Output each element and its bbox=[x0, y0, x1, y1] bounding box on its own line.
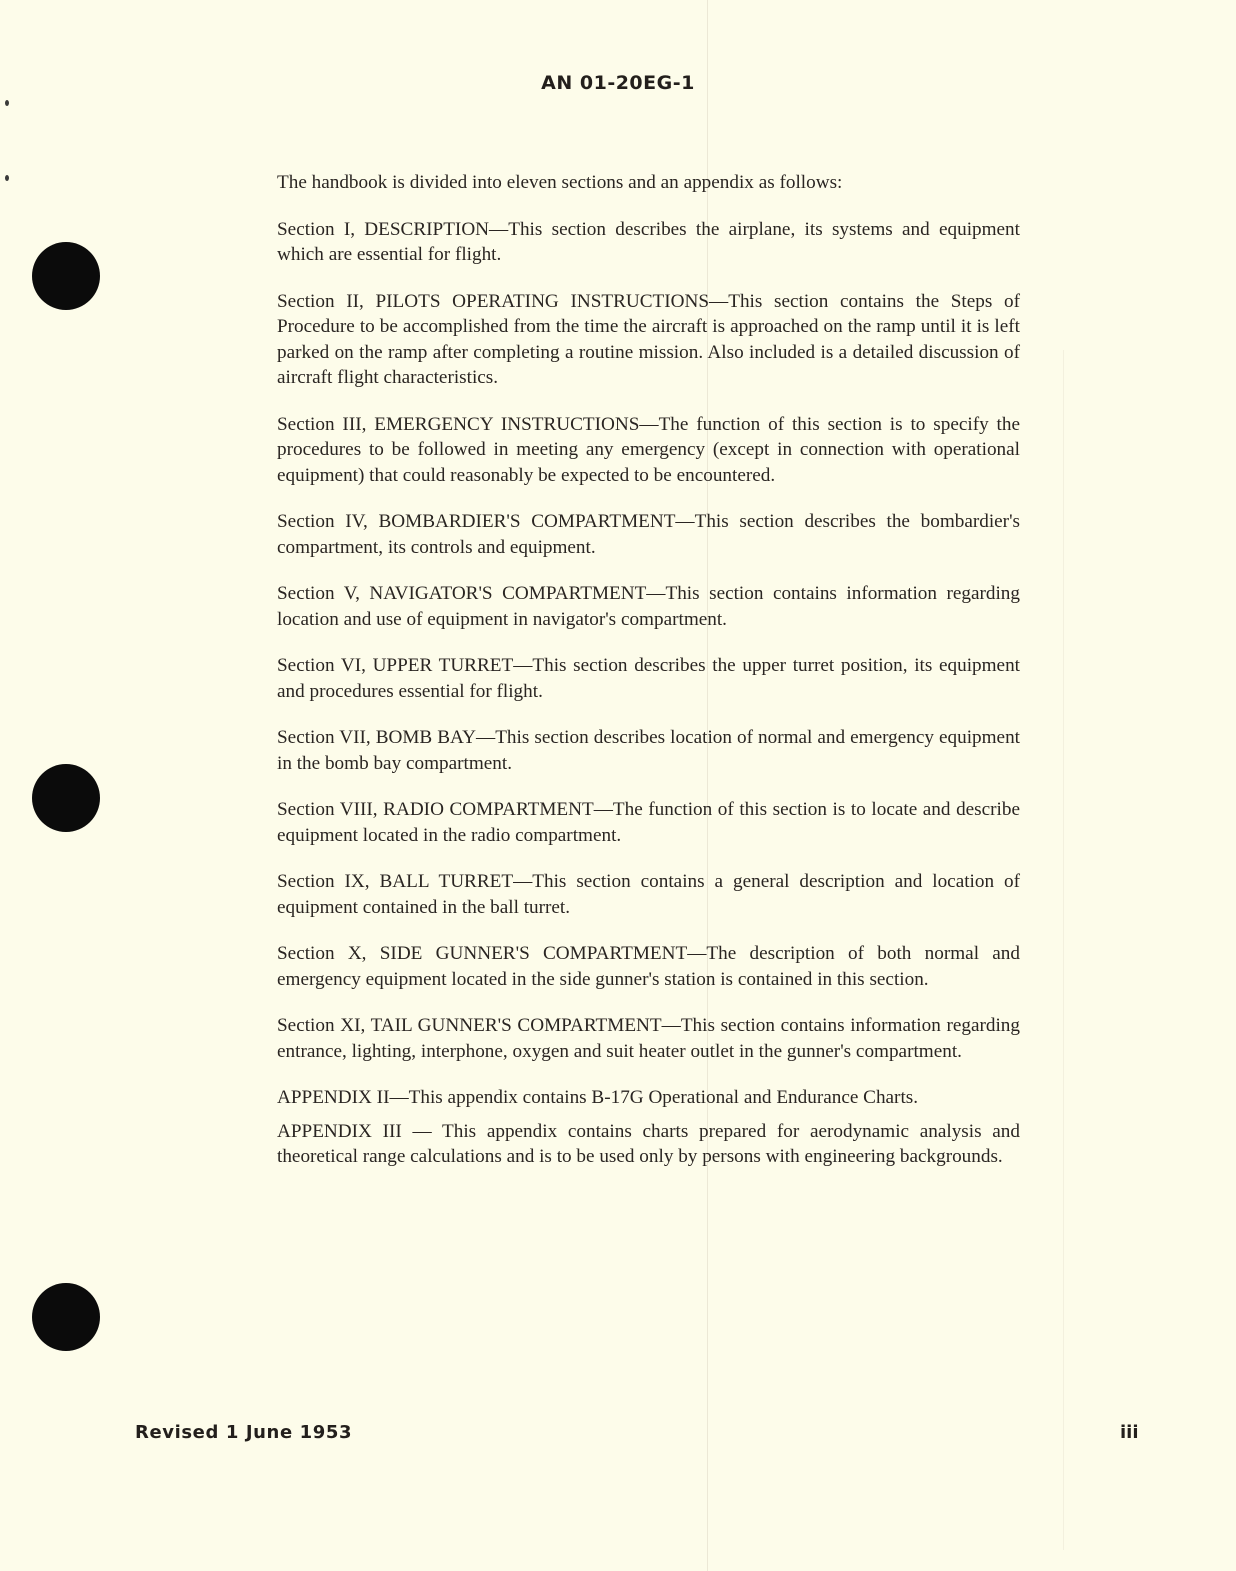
paper-speck bbox=[5, 175, 9, 181]
appendix-entry-2: APPENDIX II—This appendix contains B-17G Operational and Endurance Charts. bbox=[277, 1087, 919, 1108]
page-fold-line-secondary bbox=[1063, 350, 1064, 1550]
appendix-entry-3: APPENDIX III — This appendix contains charts prepared for aerodynamic analysis and theoretical range calculations and is to be used only by persons with engineering backgrounds. bbox=[277, 1120, 1020, 1167]
document-body bbox=[277, 170, 1020, 1191]
section-entry-2: Section II, PILOTS OPERATING INSTRUCTIONS—This section contains the Steps of Procedure to be accomplished from the time the aircraft is approached on the ramp until it is left parked on the ramp after completing a routine mission. Also included is a detailed discussion of aircraft flight characteristics. bbox=[277, 290, 1020, 388]
document-code: AN 01-20EG-1 bbox=[541, 72, 695, 94]
section-entry-1: Section I, DESCRIPTION—This section describes the airplane, its systems and equipment which are essential for flight. bbox=[277, 218, 1020, 265]
intro-paragraph: The handbook is divided into eleven sections and an appendix as follows: bbox=[277, 172, 843, 193]
section-entry-9: Section IX, BALL TURRET—This section contains a general description and location of equipment contained in the ball turret. bbox=[277, 871, 1020, 918]
section-entry-5: Section V, NAVIGATOR'S COMPARTMENT—This section contains information regarding location and use of equipment in navigator's compartment. bbox=[277, 583, 1020, 630]
section-entry-3: Section III, EMERGENCY INSTRUCTIONS—The function of this section is to specify the procedures to be followed in meeting any emergency (except in connection with operational equipment) that could reasonably be expected to be encountered. bbox=[277, 413, 1020, 486]
punch-hole-bottom bbox=[32, 1283, 100, 1351]
section-entry-6: Section VI, UPPER TURRET—This section describes the upper turret position, its equipment and procedures essential for flight. bbox=[277, 655, 1020, 702]
section-entry-11: Section XI, TAIL GUNNER'S COMPARTMENT—This section contains information regarding entrance, lighting, interphone, oxygen and suit heater outlet in the gunner's compartment. bbox=[277, 1015, 1020, 1062]
section-entry-10: Section X, SIDE GUNNER'S COMPARTMENT—The description of both normal and emergency equipment located in the side gunner's station is contained in this section. bbox=[277, 943, 1020, 990]
punch-hole-middle bbox=[32, 764, 100, 832]
section-entry-8: Section VIII, RADIO COMPARTMENT—The function of this section is to locate and describe equipment located in the radio compartment. bbox=[277, 799, 1020, 846]
section-entry-4: Section IV, BOMBARDIER'S COMPARTMENT—This section describes the bombardier's compartment, its controls and equipment. bbox=[277, 511, 1020, 558]
page-number: iii bbox=[1120, 1422, 1139, 1443]
paper-speck bbox=[5, 100, 9, 106]
section-entry-7: Section VII, BOMB BAY—This section describes location of normal and emergency equipment in the bomb bay compartment. bbox=[277, 727, 1020, 774]
revision-date: Revised 1 June 1953 bbox=[135, 1422, 353, 1443]
punch-hole-top bbox=[32, 242, 100, 310]
